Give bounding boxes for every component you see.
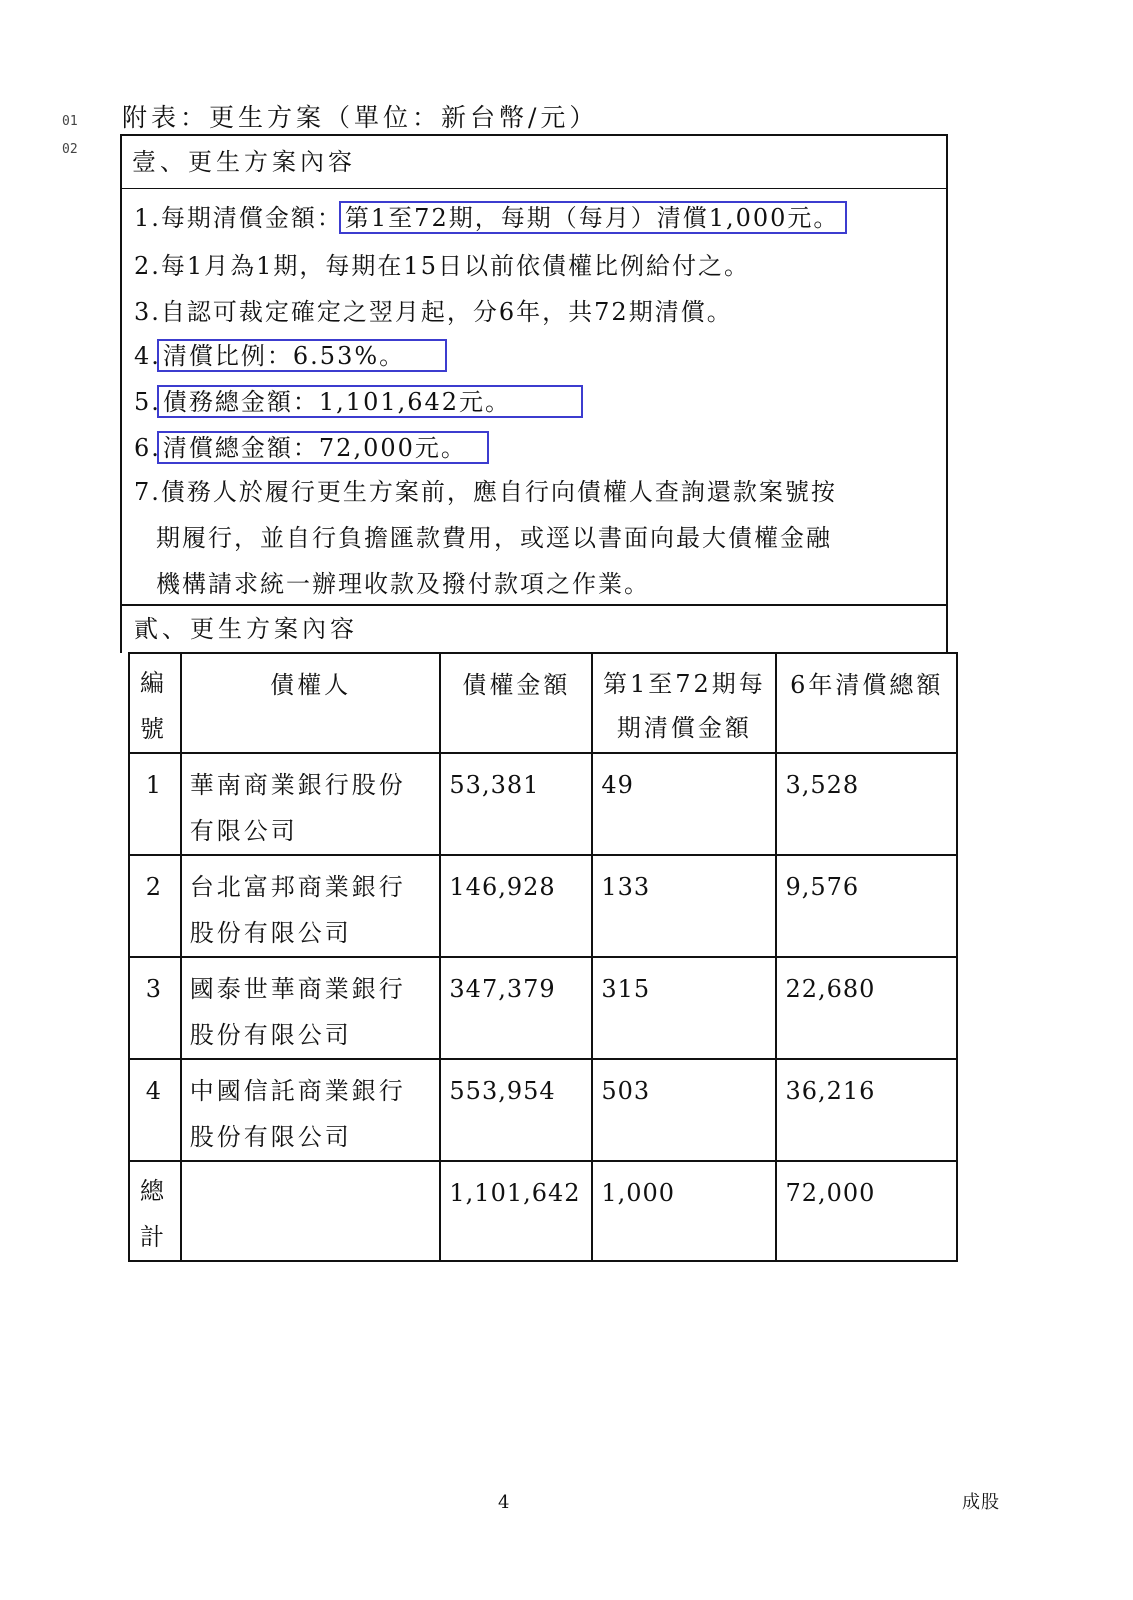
table-total-row [129,1161,957,1261]
item-label: 每期清償金額： [160,204,343,232]
plan-item-6 [134,428,489,463]
cell-total6: 36,216 [776,1059,957,1161]
table-row [129,753,957,855]
creditor-table [128,652,958,1262]
cell-no: 3 [129,957,181,1059]
header-no: 編號 [129,653,181,753]
cell-amount: 347,379 [440,957,592,1059]
table-row [129,957,957,1059]
cell-amount: 53,381 [440,753,592,855]
section-two [120,605,958,1251]
cell-per-period: 503 [592,1059,776,1161]
line-number: 02 [62,142,78,157]
cell-creditor: 中國信託商業銀行股份有限公司 [181,1059,441,1161]
cell-total-label: 總計 [129,1161,181,1261]
item-line: 債務人於履行更生方案前，應自行向債權人查詢還款案號按 [160,478,837,506]
plan-item-3: 3.自認可裁定確定之翌月起，分6年，共72期清償。 [134,298,733,326]
cell-per-period: 315 [592,957,776,1059]
plan-item-4 [134,336,447,371]
page-number: 4 [498,1492,510,1513]
section-one-box [120,134,948,606]
highlight-box: 債務總金額：1,101,642元。 [157,385,583,418]
plan-item-2: 2.每1月為1期，每期在15日以前依債權比例給付之。 [134,252,750,280]
cell-creditor: 國泰世華商業銀行股份有限公司 [181,957,441,1059]
plan-item-7 [134,472,837,507]
cell-total6: 9,576 [776,855,957,957]
cell-creditor: 台北富邦商業銀行股份有限公司 [181,855,441,957]
header-creditor: 債權人 [181,653,441,753]
item-prefix: 4. [134,342,161,370]
table-header-row [129,653,957,753]
table-row [129,1059,957,1161]
item-prefix: 5. [134,388,161,416]
cell-creditor [181,1161,441,1261]
item-prefix: 1. [134,204,161,232]
cell-total6: 22,680 [776,957,957,1059]
table-caption: 附表：更生方案（單位：新台幣/元） [122,103,599,132]
table-row [129,855,957,957]
cell-amount: 146,928 [440,855,592,957]
line-numbers [62,108,78,164]
plan-item-7-line-2: 期履行，並自行負擔匯款費用，或逕以書面向最大債權金融 [156,524,832,552]
section-one-title: 壹、更生方案內容 [122,136,946,189]
header-total6: 6年清償總額 [776,653,957,753]
cell-total6: 72,000 [776,1161,957,1261]
cell-no: 2 [129,855,181,957]
section-two-title: 貳、更生方案內容 [120,605,948,653]
cell-no: 1 [129,753,181,855]
stamp-text: 成股 [962,1492,1000,1513]
cell-per-period: 133 [592,855,776,957]
item-prefix: 6. [134,434,161,462]
cell-total6: 3,528 [776,753,957,855]
header-per-period: 第1至72期每期清償金額 [592,653,776,753]
cell-per-period: 1,000 [592,1161,776,1261]
plan-item-5 [134,382,583,417]
highlight-box: 清償比例：6.53%。 [157,339,447,372]
item-prefix: 7. [134,478,161,506]
highlight-box: 第1至72期，每期（每月）清償1,000元。 [339,201,848,234]
cell-amount: 1,101,642 [440,1161,592,1261]
line-number: 01 [62,114,78,129]
cell-creditor: 華南商業銀行股份有限公司 [181,753,441,855]
cell-no: 4 [129,1059,181,1161]
cell-per-period: 49 [592,753,776,855]
cell-amount: 553,954 [440,1059,592,1161]
header-amount: 債權金額 [440,653,592,753]
highlight-box: 清償總金額：72,000元。 [157,431,489,464]
plan-item-1 [134,198,847,233]
plan-item-7-line-3: 機構請求統一辦理收款及撥付款項之作業。 [156,570,650,598]
